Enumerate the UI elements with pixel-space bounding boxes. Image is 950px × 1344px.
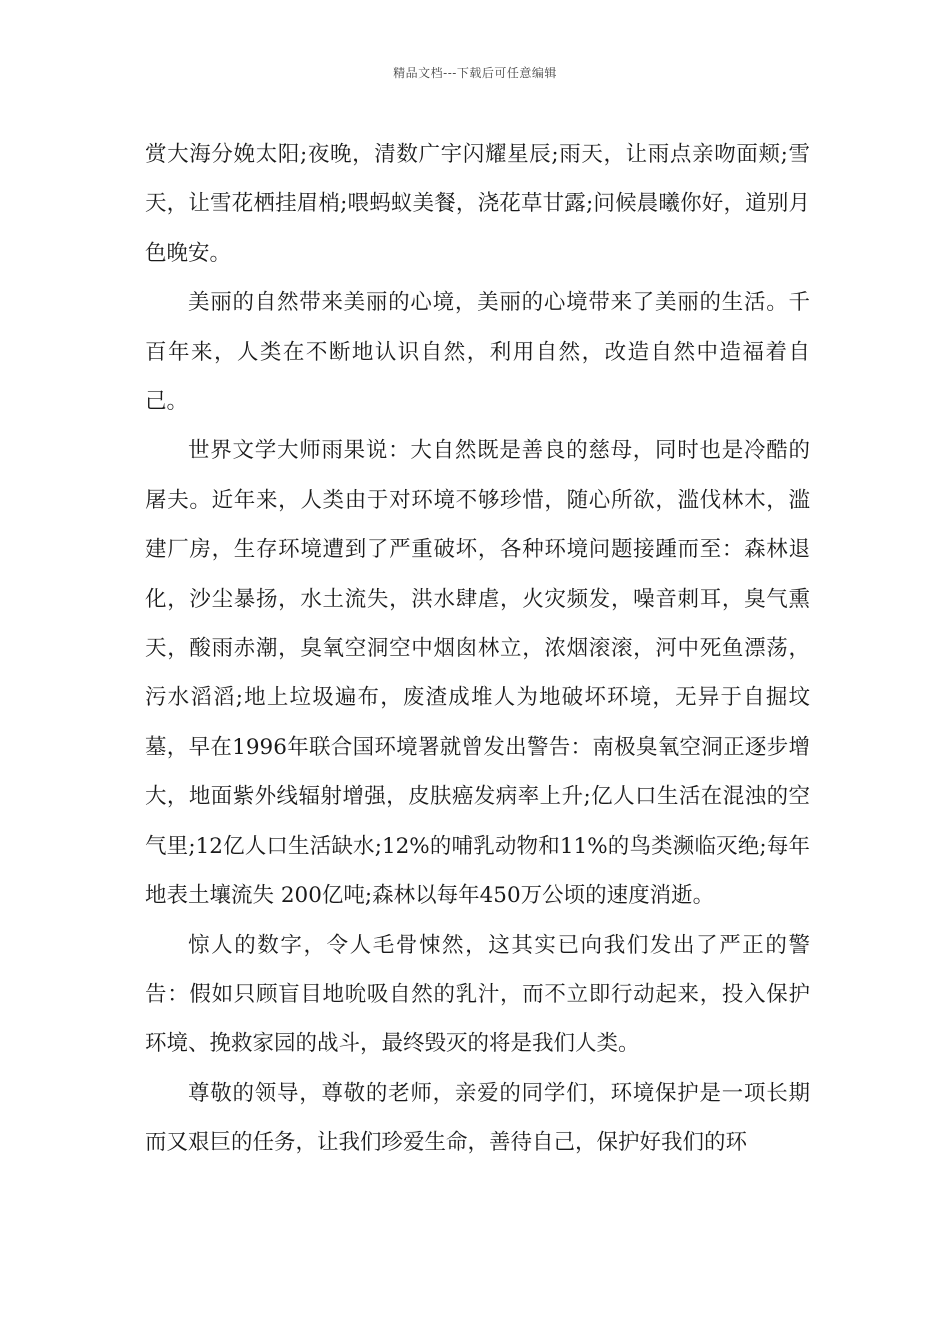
paragraph-1: 赏大海分娩太阳;夜晚，清数广宇闪耀星辰;雨天，让雨点亲吻面颊;雪天，让雪花栖挂眉梢;喂蚂蚁美餐，浇花草甘露;问候晨曦你好，道别月色晚安。	[145, 142, 810, 266]
paragraph-5: 尊敬的领导，尊敬的老师，亲爱的同学们，环境保护是一项长期而又艰巨的任务，让我们珍爱生命，善待自己，保护好我们的环	[145, 1080, 810, 1156]
paragraph-2: 美丽的自然带来美丽的心境，美丽的心境带来了美丽的生活。千百年来，人类在不断地认识自然，利用自然，改造自然中造福着自己。	[145, 290, 810, 415]
paragraph-3: 世界文学大师雨果说：大自然既是善良的慈母，同时也是冷酷的屠夫。近年来，人类由于对环境不够珍惜，随心所欲，滥伐林木，滥建厂房，生存环境遭到了严重破坏，各种环境问题接踵而至：森林退化，沙尘暴扬，水土流失，洪水肆虐，火灾频发，噪音刺耳，臭气熏天，酸雨赤潮，臭氧空洞空中烟囱林立，浓烟滚滚，河中死鱼漂荡，污水滔滔;地上垃圾遍布，废渣成堆人为地破坏环境，无异于自掘坟墓，早在1996年联合国环境署就曾发出警告：南极臭氧空洞正逐步增大，地面紫外线辐射增强，皮肤癌发病率上升;亿人口生活在混浊的空气里;12亿人口生活缺水;12%的哺乳动物和11%的鸟类濒临灭绝;每年地表土壤流失 200亿吨;森林以每年450万公顷的速度消逝。	[145, 438, 810, 909]
document-body	[145, 130, 810, 1168]
paragraph-4: 惊人的数字，令人毛骨悚然，这其实已向我们发出了严正的警告：假如只顾盲目地吮吸自然的乳汁，而不立即行动起来，投入保护环境、挽救家园的战斗，最终毁灭的将是我们人类。	[145, 932, 810, 1057]
page-header: 精品文档---下载后可任意编辑	[393, 66, 557, 80]
